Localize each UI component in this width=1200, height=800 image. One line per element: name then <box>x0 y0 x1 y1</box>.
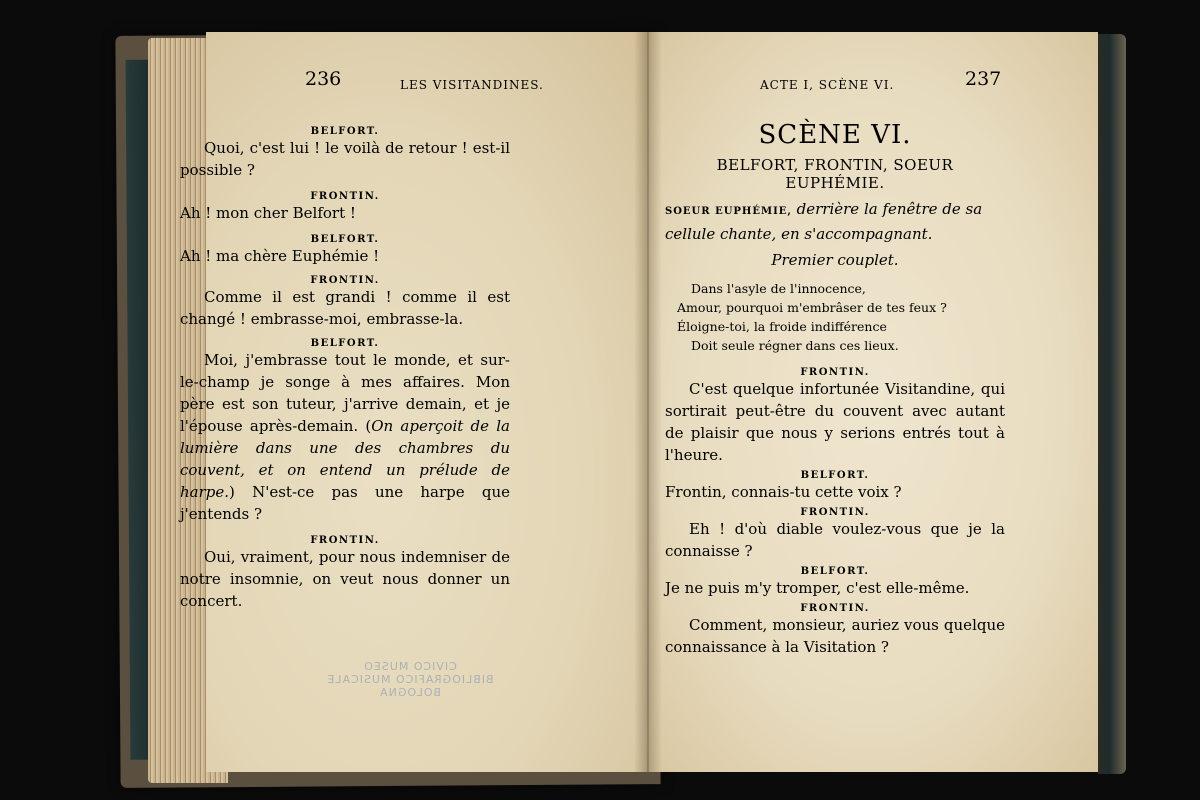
dialogue-line: Comme il est grandi ! comme il est changé ! embrasse-moi, embrasse-la. <box>180 288 510 328</box>
verse-line: Amour, pourquoi m'embrâser de tes feux ? <box>677 300 947 315</box>
couplet-label-text: Premier couplet. <box>771 251 899 269</box>
dialogue-text: ) N'est-ce pas une harpe que j'entends ? <box>180 483 510 523</box>
stage-direction: derrière la fenêtre de sa cellule chante, en s'accompagnant. <box>665 200 983 243</box>
verse-line: Dans l'asyle de l'innocence, <box>691 281 866 296</box>
speaker-label: FRONTIN. <box>310 191 380 202</box>
dialogue-line: Frontin, connais-tu cette voix ? <box>665 483 902 501</box>
scene-title: SCÈNE VI. <box>758 120 912 150</box>
right-running-head: ACTE I, SCÈNE VI. <box>760 78 895 92</box>
left-running-head: LES VISITANDINES. <box>400 78 544 92</box>
book-gutter <box>634 32 662 772</box>
dialogue-line: Oui, vraiment, pour nous indemniser de notre insomnie, on veut nous donner un concert. <box>180 548 510 610</box>
couplet-label <box>665 249 1005 271</box>
speaker-label: BELFORT. <box>310 234 380 245</box>
dialogue-line: Je ne puis m'y tromper, c'est elle-même. <box>665 579 970 597</box>
song-verses <box>665 279 1005 355</box>
dialogue-line: C'est quelque infortunée Visitandine, qui sortirait peut-être du couvent avec autant de plaisir que nous y serions entrés tout à l'heure. <box>665 380 1005 464</box>
scene-characters: BELFORT, FRONTIN, SOEUR EUPHÉMIE. <box>716 156 954 192</box>
speaker-label: BELFORT. <box>310 338 380 349</box>
speaker-label: BELFORT. <box>310 126 380 137</box>
stamp-line: BIBLIOGRAFICO MUSICALE <box>326 673 494 686</box>
verse-line: Doit seule régner dans ces lieux. <box>691 338 899 353</box>
left-page-number: 236 <box>305 68 342 90</box>
dialogue-paragraph <box>180 349 510 525</box>
speaker-label: BELFORT. <box>800 470 870 481</box>
speaker-label: FRONTIN. <box>800 603 870 614</box>
dialogue-line: Ah ! ma chère Euphémie ! <box>180 247 380 265</box>
right-page-text <box>665 120 1005 658</box>
speaker-label: BELFORT. <box>800 566 870 577</box>
speaker-label: FRONTIN. <box>310 535 380 546</box>
dialogue-line: Comment, monsieur, auriez vous quelque connaissance à la Visitation ? <box>665 616 1005 656</box>
stamp-line: CIVICO MUSEO <box>363 660 457 673</box>
speaker-label: FRONTIN. <box>800 507 870 518</box>
stage-direction-paragraph <box>665 198 1005 245</box>
speaker-label: SOEUR EUPHÉMIE, <box>665 206 792 217</box>
speaker-label: FRONTIN. <box>800 367 870 378</box>
dialogue-line: Quoi, c'est lui ! le voilà de retour ! est-il possible ? <box>180 139 510 179</box>
stage-direction: On aperçoit de la lumière dans une des chambres du couvent, et on entend un prélude de harpe. <box>180 417 510 501</box>
stamp-line: BOLOGNA <box>379 686 441 699</box>
dialogue-text: Moi, j'embrasse tout le monde, et sur-le-champ je songe à mes affaires. Mon père est son tuteur, j'arrive demain, et je l'épouse après-demain. ( <box>180 351 510 435</box>
verse-line: Éloigne-toi, la froide indifférence <box>677 319 887 334</box>
library-stamp <box>310 660 510 699</box>
book-cover-right <box>1098 34 1126 774</box>
speaker-label: FRONTIN. <box>310 275 380 286</box>
left-page-text <box>180 126 510 612</box>
dialogue-line: Ah ! mon cher Belfort ! <box>180 204 356 222</box>
right-page-number: 237 <box>965 68 1002 90</box>
dialogue-line: Eh ! d'où diable voulez-vous que je la connaisse ? <box>665 520 1005 560</box>
